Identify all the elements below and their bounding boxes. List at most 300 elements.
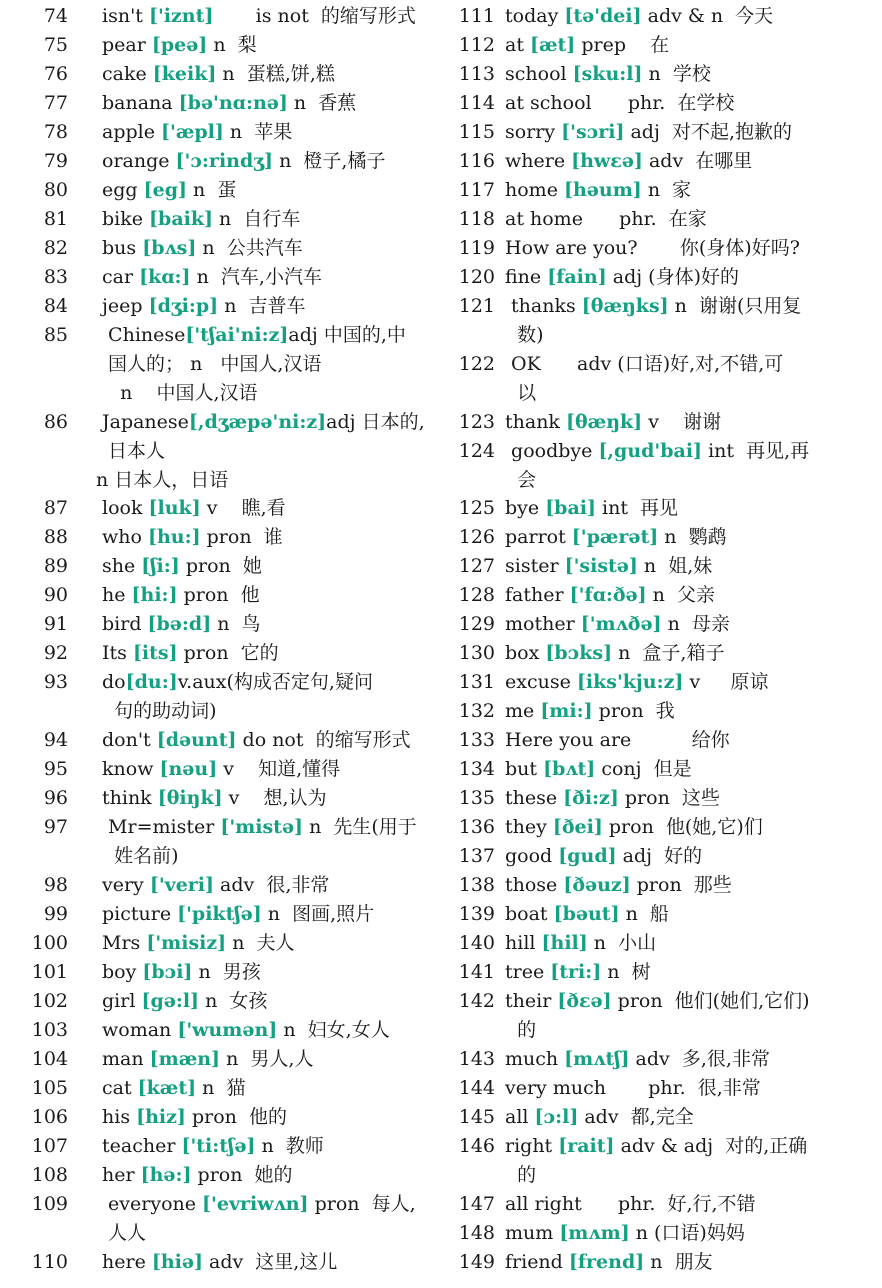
entry-line [505,60,711,89]
phonetic-text: [kɑ:] [139,266,191,288]
entry-content [102,292,306,321]
entry-content [102,1074,245,1103]
word-text: tree [505,961,551,983]
entry-line [505,466,809,495]
entry-number: 132 [458,700,495,722]
entry-number: 90 [43,584,68,606]
word-text: How are you? 你(身体)好吗? [505,237,800,259]
entry-number: 101 [31,961,68,983]
word-text: boy [102,961,143,983]
word-text: look [102,497,149,519]
definition-text: n 男孩 [192,961,261,983]
entry-line [102,581,260,610]
phonetic-text: ['misiz] [146,932,227,954]
word-text: everyone [102,1193,203,1215]
entry-number: 146 [458,1135,495,1157]
word-text: her [102,1164,141,1186]
phonetic-text: [dʒi:p] [148,295,219,317]
word-text: me [505,700,541,722]
entry-content [505,726,730,755]
word-text: sister [505,555,565,577]
entry-number: 78 [43,121,68,143]
entry-content [102,147,385,176]
entry-number: 80 [43,179,68,201]
word-text: banana [102,92,179,114]
entry-line [505,552,712,581]
word-text: woman [102,1019,178,1041]
word-text: 会 [505,469,537,491]
entry-line [505,871,732,900]
entry-content [102,263,322,292]
entry-line [102,1045,313,1074]
word-text: 人人 [102,1222,147,1244]
entry-content [505,176,691,205]
definition-text: n 鹦鹉 [658,526,727,548]
entry-line [102,118,292,147]
entry-line [102,755,340,784]
phonetic-text: [hu:] [147,526,201,548]
entry-content [505,581,715,610]
phonetic-text: [dəunt] [156,729,237,751]
definition-text: n 吉普车 [218,295,306,317]
word-text: school [505,63,573,85]
definition-text: adj 中国的,中 [288,324,406,346]
entry-number: 88 [43,526,68,548]
word-text: n 中国人,汉语 [102,382,258,404]
entry-line [505,987,810,1016]
definition-text: adv & adj 对的,正确 [614,1135,808,1157]
entry-content [102,1103,287,1132]
phonetic-text: [frend] [568,1251,645,1273]
entry-content [505,118,792,147]
definition-text: v 原谅 [683,671,769,693]
phonetic-text: [həum] [563,179,642,201]
word-text: do [102,671,126,693]
vocab-entry [0,1161,440,1190]
phonetic-text: [bəut] [553,903,620,925]
word-text: teacher [102,1135,182,1157]
entry-number: 106 [31,1106,68,1128]
entry-line [102,1190,416,1219]
entry-number: 77 [43,92,68,114]
vocab-entry [0,523,440,552]
phonetic-text: ['sɔri] [561,121,625,143]
definition-text: pron 那些 [630,874,732,896]
entry-line [102,205,300,234]
entry-number: 107 [31,1135,68,1157]
word-text: think [102,787,158,809]
definition-text: n 自行车 [213,208,301,230]
entry-line [102,1074,245,1103]
phonetic-text: [keik] [152,63,217,85]
word-text: father [505,584,570,606]
phonetic-text: [sku:l] [572,63,643,85]
phonetic-text: [æt] [530,34,576,56]
word-text: box [505,642,546,664]
entry-content [505,1248,713,1277]
entry-content [102,205,300,234]
definition-text: n 猫 [196,1077,246,1099]
word-text: very [102,874,150,896]
entry-content [505,494,678,523]
entry-line [505,2,773,31]
definition-text: n 先生(用于 [303,816,417,838]
word-text: bus [102,237,143,259]
definition-text: pron 他 [177,584,260,606]
phonetic-text: [bə:d] [147,613,212,635]
entry-number: 81 [43,208,68,230]
definition-text: is not 的缩写形式 [213,5,416,27]
entry-line [505,205,707,234]
vocab-entry [0,1045,440,1074]
vocab-entry [445,871,882,900]
vocab-entry [445,408,882,437]
entry-number: 108 [31,1164,68,1186]
word-text: goodbye [505,440,599,462]
definition-text: v 想,认为 [222,787,327,809]
definition-text: adv 在哪里 [642,150,753,172]
entry-line [102,987,267,1016]
entry-line [505,900,669,929]
word-text: all [505,1106,535,1128]
vocab-entry [445,263,882,292]
entry-content [102,176,236,205]
entry-line [505,639,724,668]
phonetic-text: [luk] [148,497,201,519]
vocab-entry [0,958,440,987]
phonetic-text: [du:] [125,671,178,693]
entry-line [102,494,286,523]
word-text: orange [102,150,176,172]
word-text: Mrs [102,932,147,954]
word-text: 日本人 [102,440,166,462]
definition-text: n 朋友 [644,1251,713,1273]
phonetic-text: [ðəuz] [563,874,631,896]
word-text: boat [505,903,554,925]
phonetic-text: [hi:] [131,584,178,606]
definition-text: adj (身体)好的 [606,266,739,288]
entry-content [102,755,340,784]
definition-text: pron 他们(她们,它们) [611,990,810,1012]
entry-content [505,987,810,1045]
word-text: 的 [505,1164,537,1186]
definition-text: int 再见 [595,497,679,519]
phonetic-text: [its] [132,642,178,664]
word-text: jeep [102,295,149,317]
entry-number: 74 [43,5,68,27]
vocab-entry [445,494,882,523]
word-text: home [505,179,564,201]
vocab-entry [445,1190,882,1219]
vocab-entry [445,929,882,958]
entry-line [102,321,406,350]
entry-line [505,292,801,321]
entry-line [505,958,651,987]
entry-number: 134 [458,758,495,780]
word-text: Mr=mister [102,816,221,838]
entry-number: 100 [31,932,68,954]
vocab-entry [0,668,440,726]
entry-line [102,263,322,292]
entry-content [505,1219,745,1248]
vocab-entry [0,292,440,321]
definition-text: n 谢谢(只用复 [668,295,802,317]
entry-number: 128 [458,584,495,606]
definition-text: adj 好的 [616,845,703,867]
entry-number: 95 [43,758,68,780]
entry-number: 133 [458,729,495,751]
entry-content [102,610,261,639]
vocab-entry [445,2,882,31]
entry-line [102,900,374,929]
entry-content [505,234,800,263]
entry-line [96,466,425,495]
vocab-entry [0,987,440,1016]
entry-content [505,1190,756,1219]
entry-line [505,842,702,871]
word-text: right [505,1135,559,1157]
vocab-entry [445,89,882,118]
entry-line [505,437,809,466]
definition-text: n 树 [601,961,651,983]
entry-line [505,408,721,437]
word-text: mum [505,1222,560,1244]
vocab-entry [0,1190,440,1248]
vocab-entry [0,147,440,176]
phonetic-text: [ðei] [552,816,603,838]
entry-line [505,610,730,639]
entry-line [102,234,303,263]
phonetic-text: [eg] [143,179,187,201]
phonetic-text: ['ɔ:rindʒ] [175,150,274,172]
entry-content [102,1161,293,1190]
phonetic-text: [peə] [151,34,208,56]
definition-text: adj 对不起,抱歉的 [624,121,792,143]
definition-text: pron 谁 [200,526,283,548]
entry-number: 91 [43,613,68,635]
entry-line [102,1219,416,1248]
definition-text: do not 的缩写形式 [236,729,411,751]
word-text: all right phr. 好,行,不错 [505,1193,756,1215]
word-text: at [505,34,531,56]
entry-content [102,726,411,755]
definition-text: n 家 [641,179,692,201]
entry-number: 140 [458,932,495,954]
entry-number: 124 [458,440,495,462]
entry-content [96,408,425,495]
entry-line [505,523,727,552]
entry-line [102,929,295,958]
entry-line [102,697,373,726]
word-text: who [102,526,148,548]
word-text: much [505,1048,565,1070]
definition-text: pron 她 [179,555,262,577]
definition-text: n 苹果 [223,121,293,143]
entry-number: 109 [31,1193,68,1215]
phonetic-text: ['piktʃə] [177,903,262,925]
phonetic-text: ['wumən] [177,1019,278,1041]
entry-number: 141 [458,961,495,983]
phonetic-text: [ɔ:l] [534,1106,579,1128]
entry-content [102,958,261,987]
definition-text: n 图画,照片 [261,903,375,925]
entry-content [505,871,732,900]
entry-content [102,1190,416,1248]
word-text: bike [102,208,150,230]
phonetic-text: [ði:z] [563,787,619,809]
entry-number: 94 [43,729,68,751]
definition-text: v 瞧,看 [200,497,286,519]
phonetic-text: [bʌt] [543,758,596,780]
entry-content [102,581,260,610]
vocab-entry [0,813,440,871]
phonetic-text: [θæŋks] [581,295,669,317]
vocab-entry [0,234,440,263]
entry-number: 89 [43,555,68,577]
definition-text: n 蛋糕,饼,糕 [216,63,335,85]
definition-text: n 橙子,橘子 [273,150,386,172]
vocab-entry [445,1074,882,1103]
word-text: Its [102,642,133,664]
entry-content [505,263,739,292]
definition-text: n 盒子,箱子 [612,642,725,664]
definition-text: n 女孩 [199,990,268,1012]
vocab-entry [445,118,882,147]
word-text: good [505,845,559,867]
entry-line [102,31,257,60]
definition-text: n 妇女,女人 [277,1019,390,1041]
phonetic-text: [hil] [541,932,588,954]
entry-line [102,1103,287,1132]
phonetic-text: ['mistə] [220,816,304,838]
entry-number: 125 [458,497,495,519]
phonetic-text: ['iznt] [148,5,214,27]
phonetic-text: [tri:] [550,961,602,983]
entry-content [102,1045,313,1074]
vocab-entry [445,1045,882,1074]
entry-number: 136 [458,816,495,838]
vocab-entry [445,292,882,350]
entry-number: 113 [458,63,495,85]
word-text: at school phr. 在学校 [505,92,735,114]
entry-number: 122 [458,353,495,375]
entry-number: 75 [43,34,68,56]
vocab-entry [0,2,440,31]
definition-text: n 鸟 [211,613,261,635]
entry-content [505,437,809,495]
vocab-entry [0,494,440,523]
vocab-entry [0,610,440,639]
entry-content [505,697,675,726]
entry-line [102,523,283,552]
entry-number: 103 [31,1019,68,1041]
entry-line [505,1103,694,1132]
phonetic-text: ['mʌðə] [580,613,662,635]
entry-content [505,523,727,552]
vocab-entry [445,1219,882,1248]
word-text: mother [505,613,581,635]
word-text: where [505,150,572,172]
entry-number: 120 [458,266,495,288]
entry-content [102,523,283,552]
entry-line [505,1074,761,1103]
entry-number: 130 [458,642,495,664]
definition-text: n 梨 [207,34,257,56]
entry-content [102,60,335,89]
vocab-entry [0,408,440,495]
entry-line [102,639,279,668]
entry-line [505,321,801,350]
definition-text: n 父亲 [646,584,715,606]
entry-line [102,668,373,697]
entry-number: 87 [43,497,68,519]
entry-number: 99 [43,903,68,925]
phonetic-text: ['æpl] [161,121,224,143]
entry-line [505,755,692,784]
vocab-entry [0,60,440,89]
entry-content [505,1074,761,1103]
phonetic-text: [θæŋk] [566,411,643,433]
entry-content [505,2,773,31]
vocab-entry [445,205,882,234]
word-text: but [505,758,544,780]
entry-line [505,581,715,610]
definition-text: prep 在 [575,34,670,56]
entry-line [505,176,691,205]
entry-line [505,118,792,147]
entry-content [102,1132,324,1161]
entry-number: 96 [43,787,68,809]
vocab-entry [445,60,882,89]
phonetic-text: [mi:] [540,700,593,722]
entry-content [505,929,656,958]
definition-text: adv 多,很,非常 [629,1048,770,1070]
entry-number: 79 [43,150,68,172]
entry-line [505,1132,807,1161]
definition-text: pron 他的 [185,1106,287,1128]
entry-content [102,987,267,1016]
entry-number: 117 [458,179,495,201]
phonetic-text: [bai] [545,497,596,519]
vocab-entry [445,552,882,581]
definition-text: n 男人,人 [220,1048,314,1070]
entry-content [505,639,724,668]
word-text: car [102,266,140,288]
word-text: 数) [505,324,544,346]
definition-text: int 再见,再 [702,440,810,462]
vocab-entry [445,842,882,871]
definition-text: n 蛋 [186,179,237,201]
definition-text: pron 这些 [618,787,720,809]
entry-line [102,89,356,118]
phonetic-text: [mʌtʃ] [564,1048,630,1070]
entry-number: 102 [31,990,68,1012]
phonetic-text: [tə'dei] [564,5,642,27]
entry-line [102,784,327,813]
definition-text: n 汽车,小汽车 [190,266,322,288]
word-text: their [505,990,558,1012]
phonetic-text: [baik] [149,208,214,230]
entry-number: 116 [458,150,495,172]
vocab-entry [0,31,440,60]
phonetic-text: [hiə] [151,1251,203,1273]
entry-content [505,60,711,89]
definition-text: pron 每人, [308,1193,416,1215]
word-text: at home phr. 在家 [505,208,707,230]
phonetic-text: [iks'kju:z] [576,671,684,693]
definition-text: v 知道,懂得 [217,758,341,780]
phonetic-text: [θiŋk] [157,787,223,809]
